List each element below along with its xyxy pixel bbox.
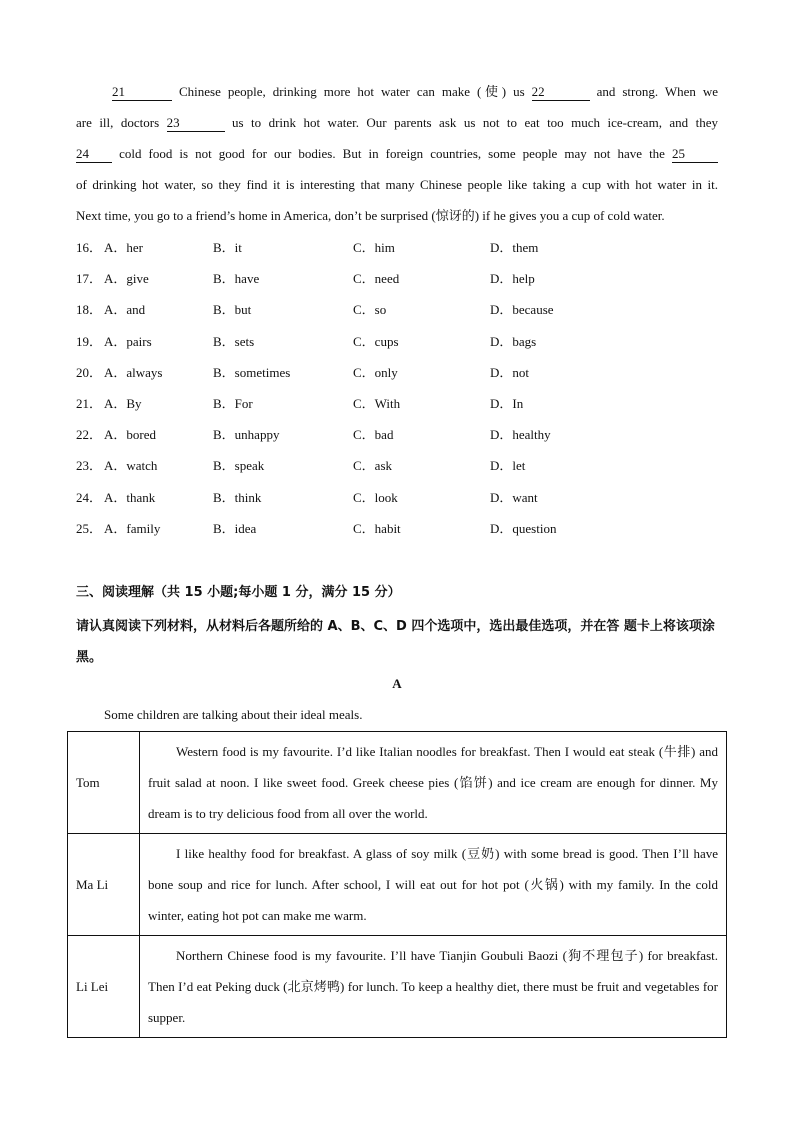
option-d: D．want xyxy=(490,489,538,505)
passage-line-5: Next time, you go to a friend’s home in America, don’t be surprised (惊讶的) if he gives you a cup of cold water. xyxy=(76,208,665,223)
passage-text: Chinese people, drinking more hot water can make (使) us xyxy=(178,84,525,99)
option-a: A．and xyxy=(104,302,146,318)
passage-text: are ill, doctors xyxy=(76,115,160,130)
option-b: B．but xyxy=(213,302,252,318)
option-c: C．look xyxy=(353,489,398,505)
blank-21: 21 xyxy=(112,84,172,101)
option-d: D．not xyxy=(490,364,530,380)
speaker-text-cell xyxy=(140,936,727,1038)
option-d: D．because xyxy=(490,302,554,318)
question-number: 16． xyxy=(76,240,103,255)
table-row xyxy=(68,834,727,936)
speaker-text: Northern Chinese food is my favourite. I’ll have Tianjin Goubuli Baozi (狗不理包子) for breakfast. Then I’d eat Peking duck (北京烤鸭) for lunch. To keep a healthy diet, there must be fruit and vegetables for supper. xyxy=(148,948,718,1025)
option-b: B．sometimes xyxy=(213,364,291,380)
section-title: 三、阅读理解（共 15 小题;每小题 1 分，满分 15 分） xyxy=(76,585,401,600)
option-a: A．bored xyxy=(104,427,156,443)
option-a: A．her xyxy=(104,240,143,255)
passage-line-3 xyxy=(76,138,718,169)
passage-line-1 xyxy=(76,76,718,107)
option-d: D．In xyxy=(490,395,524,411)
question-number: 23． xyxy=(76,458,103,474)
option-c: C．With xyxy=(353,395,401,411)
option-c: C．cups xyxy=(353,333,399,349)
blank-24: 24 xyxy=(76,146,112,163)
question-number: 20． xyxy=(76,364,103,380)
option-a: A．pairs xyxy=(104,333,152,349)
option-c: C．need xyxy=(353,271,400,287)
option-b: B．speak xyxy=(213,458,265,474)
option-d: D．help xyxy=(490,271,535,287)
option-c: C．only xyxy=(353,364,398,380)
option-c: C．habit xyxy=(353,520,401,536)
section-instruction: 请认真阅读下列材料，从材料后各题所给的 A、B、C、D 四个选项中，选出最佳选项，并在答 题卡上将该项涂黑。 xyxy=(76,619,715,665)
blank-22: 22 xyxy=(532,84,590,101)
table-row xyxy=(68,936,727,1038)
option-d: D．bags xyxy=(490,333,537,349)
blank-25: 25 xyxy=(672,146,718,163)
option-a: A．By xyxy=(104,395,142,411)
question-number: 21． xyxy=(76,395,103,411)
speaker-text: Western food is my favourite. I’d like Italian noodles for breakfast. Then I would eat steak (牛排) and fruit salad at noon. I like sweet food. Greek cheese pies (馅饼) and ice cream are enough for dinner. My dream is to try delicious food from all over the world. xyxy=(148,744,718,821)
option-b: B．sets xyxy=(213,333,255,349)
option-b: B．For xyxy=(213,395,253,411)
question-number: 22． xyxy=(76,427,103,443)
option-b: B．think xyxy=(213,489,262,505)
option-b: B．idea xyxy=(213,520,257,536)
option-c: C．ask xyxy=(353,458,393,474)
question-number: 25． xyxy=(76,520,103,536)
option-a: A．give xyxy=(104,271,149,287)
passage-text: cold food is not good for our bodies. But in foreign countries, some people may not have the xyxy=(119,146,665,161)
passage-line-2 xyxy=(76,107,718,138)
option-a: A．family xyxy=(104,520,161,536)
speaker-text-cell xyxy=(140,732,727,834)
passage-line-4: of drinking hot water, so they find it is interesting that many Chinese people like taking a cup with hot water in it. xyxy=(76,177,718,192)
speaker-text-cell xyxy=(140,834,727,936)
speaker-name: Li Lei xyxy=(68,936,140,1038)
option-d: D．them xyxy=(490,240,539,255)
table-row xyxy=(68,732,727,834)
option-d: D．question xyxy=(490,520,557,536)
option-a: A．watch xyxy=(104,458,158,474)
option-c: C．him xyxy=(353,240,395,255)
blank-23: 23 xyxy=(167,115,225,132)
passage-text: us to drink hot water. Our parents ask us not to eat too much ice-cream, and they xyxy=(232,115,718,130)
question-number: 17． xyxy=(76,271,103,287)
option-b: B．have xyxy=(213,271,260,287)
speaker-name: Tom xyxy=(68,732,140,834)
passage-text: and strong. When we xyxy=(596,84,719,99)
option-c: C．so xyxy=(353,302,387,318)
question-number: 18． xyxy=(76,302,103,318)
option-a: A．always xyxy=(104,364,163,380)
option-c: C．bad xyxy=(353,427,394,443)
option-d: D．let xyxy=(490,458,526,474)
passage-intro: Some children are talking about their ideal meals. xyxy=(104,707,363,722)
speaker-name: Ma Li xyxy=(68,834,140,936)
option-a: A．thank xyxy=(104,489,156,505)
ideal-meals-table xyxy=(67,731,727,1038)
question-number: 24． xyxy=(76,489,103,505)
cloze-passage xyxy=(76,76,718,231)
question-number: 19． xyxy=(76,333,103,349)
option-d: D．healthy xyxy=(490,427,551,443)
speaker-text: I like healthy food for breakfast. A glass of soy milk (豆奶) with some bread is good. Then I’ll have bone soup and rice for lunch. After school, I will eat out for hot pot (火锅) with my family. In the cold winter, eating hot pot can make me warm. xyxy=(148,846,718,923)
option-b: B．it xyxy=(213,240,242,255)
passage-letter: A xyxy=(392,676,402,691)
option-b: B．unhappy xyxy=(213,427,280,443)
